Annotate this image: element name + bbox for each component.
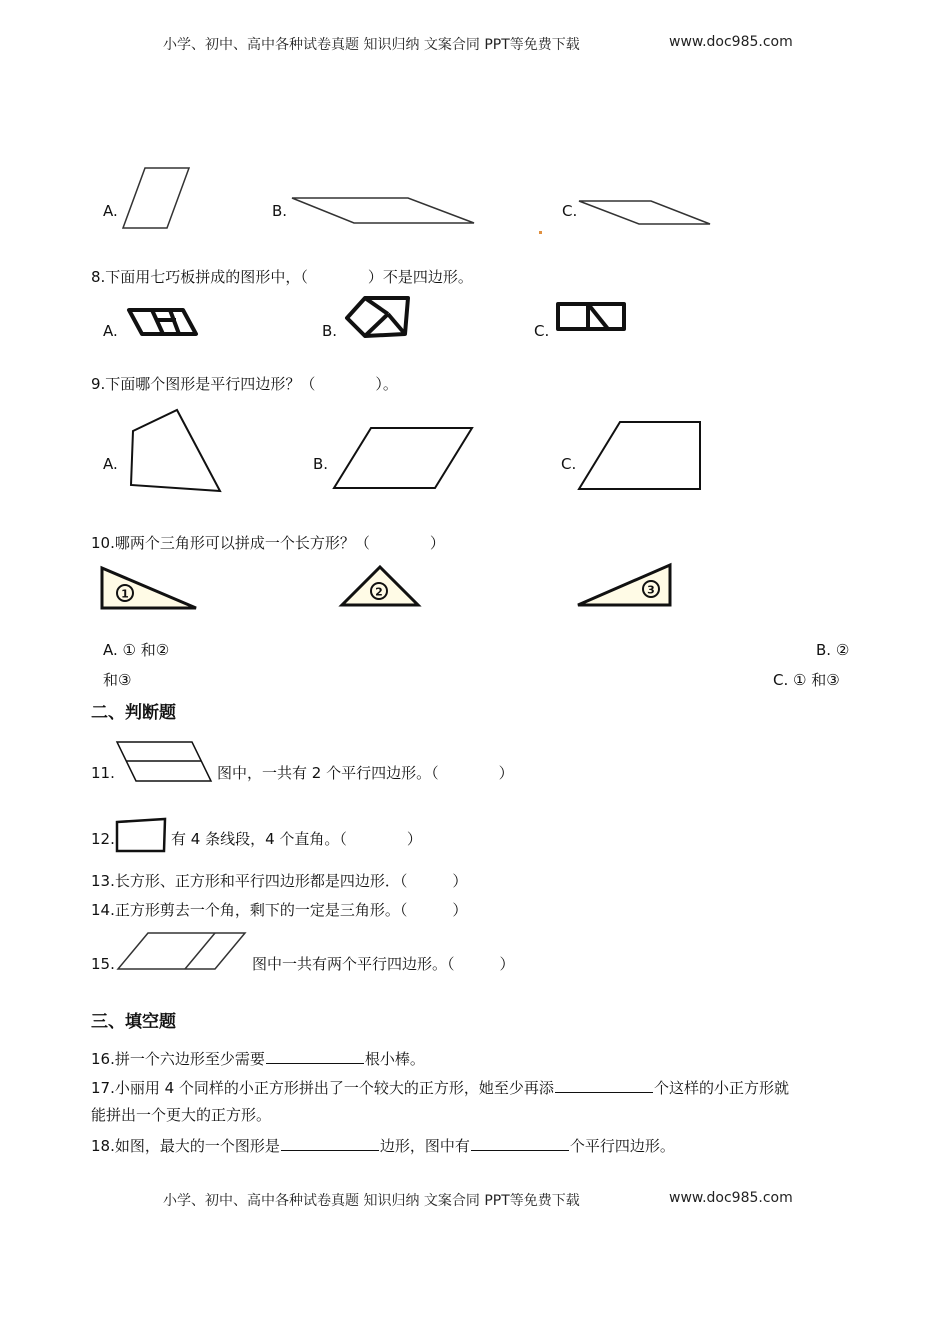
q10-triangle-1 bbox=[98, 563, 200, 613]
q17-question-line2: 能拼出一个更大的正方形。 bbox=[91, 1106, 272, 1124]
svg-text:1: 1 bbox=[121, 587, 129, 601]
q10-question: 10.哪两个三角形可以拼成一个长方形？（ ） bbox=[91, 534, 445, 552]
q9-option-a-label: A. bbox=[103, 455, 118, 473]
q7-option-b-label: B. bbox=[272, 202, 288, 220]
q8-option-c-label: C. bbox=[534, 322, 550, 340]
header-site[interactable]: www.doc985.com bbox=[669, 34, 793, 50]
q17-question bbox=[91, 1076, 789, 1098]
q16-text-before: 16.拼一个六边形至少需要 bbox=[91, 1050, 265, 1068]
q11-text: 图中，一共有 2 个平行四边形。（ ） bbox=[217, 764, 514, 782]
q10-option-a: A. ① 和② bbox=[103, 641, 170, 659]
q16-question bbox=[91, 1047, 425, 1069]
q18-question bbox=[91, 1134, 675, 1156]
q7-option-c-shape bbox=[576, 198, 714, 228]
q12-number: 12. bbox=[91, 830, 115, 848]
footer-site[interactable]: www.doc985.com bbox=[669, 1190, 793, 1206]
q10-option-b-part1: B. ② bbox=[816, 641, 850, 659]
q8-question: 8.下面用七巧板拼成的图形中，（ ）不是四边形。 bbox=[91, 268, 473, 286]
q10-triangle-3 bbox=[574, 561, 676, 609]
header-text: 小学、初中、高中各种试卷真题 知识归纳 文案合同 PPT等免费下载 bbox=[163, 37, 580, 53]
q8-option-b-shape bbox=[343, 294, 413, 340]
q10-triangle-2 bbox=[338, 563, 422, 609]
q18-answer-blank-1[interactable] bbox=[281, 1134, 379, 1151]
q15-text: 图中一共有两个平行四边形。（ ） bbox=[252, 955, 515, 973]
q7-option-c-label: C. bbox=[562, 202, 578, 220]
q17-text-after: 个这样的小正方形就 bbox=[653, 1079, 789, 1097]
q9-option-b-shape bbox=[331, 424, 477, 492]
q8-option-c-shape bbox=[554, 300, 628, 334]
svg-text:2: 2 bbox=[375, 585, 383, 599]
q15-number: 15. bbox=[91, 955, 115, 973]
q18-text-mid: 边形，图中有 bbox=[379, 1137, 470, 1155]
q8-option-a-label: A. bbox=[103, 322, 118, 340]
q9-question: 9.下面哪个图形是平行四边形？（ ）。 bbox=[91, 375, 398, 393]
q12-figure bbox=[113, 816, 169, 856]
q12-text: 有 4 条线段，4 个直角。（ ） bbox=[171, 830, 422, 848]
section-2-title: 二、判断题 bbox=[91, 703, 176, 723]
q9-option-c-shape bbox=[576, 419, 706, 494]
q17-answer-blank[interactable] bbox=[555, 1076, 653, 1093]
q11-figure bbox=[114, 738, 214, 786]
q14-question: 14.正方形剪去一个角，剩下的一定是三角形。（ ） bbox=[91, 901, 468, 919]
q18-text-after: 个平行四边形。 bbox=[569, 1137, 675, 1155]
q16-text-after: 根小棒。 bbox=[364, 1050, 425, 1068]
section-3-title: 三、填空题 bbox=[91, 1012, 176, 1032]
q17-text-before: 17.小丽用 4 个同样的小正方形拼出了一个较大的正方形，她至少再添 bbox=[91, 1079, 554, 1097]
q9-option-b-label: B. bbox=[313, 455, 329, 473]
q16-answer-blank[interactable] bbox=[266, 1047, 364, 1064]
q13-question: 13.长方形、正方形和平行四边形都是四边形．（ ） bbox=[91, 872, 468, 890]
q9-option-c-label: C. bbox=[561, 455, 577, 473]
footer-text: 小学、初中、高中各种试卷真题 知识归纳 文案合同 PPT等免费下载 bbox=[163, 1193, 580, 1209]
q9-option-a-shape bbox=[126, 405, 226, 495]
q10-option-c: C. ① 和③ bbox=[773, 671, 840, 689]
q11-number: 11. bbox=[91, 764, 115, 782]
svg-text:3: 3 bbox=[647, 583, 655, 597]
q8-option-b-label: B. bbox=[322, 322, 338, 340]
q18-answer-blank-2[interactable] bbox=[471, 1134, 569, 1151]
orange-dot bbox=[539, 231, 542, 234]
q8-option-a-shape bbox=[126, 306, 200, 338]
q7-option-a-label: A. bbox=[103, 202, 118, 220]
q18-text-before: 18.如图，最大的一个图形是 bbox=[91, 1137, 280, 1155]
q7-option-a-shape bbox=[120, 164, 194, 232]
q15-figure bbox=[115, 929, 249, 973]
q7-option-b-shape bbox=[288, 194, 478, 226]
q10-option-b-part2: 和③ bbox=[103, 671, 132, 689]
